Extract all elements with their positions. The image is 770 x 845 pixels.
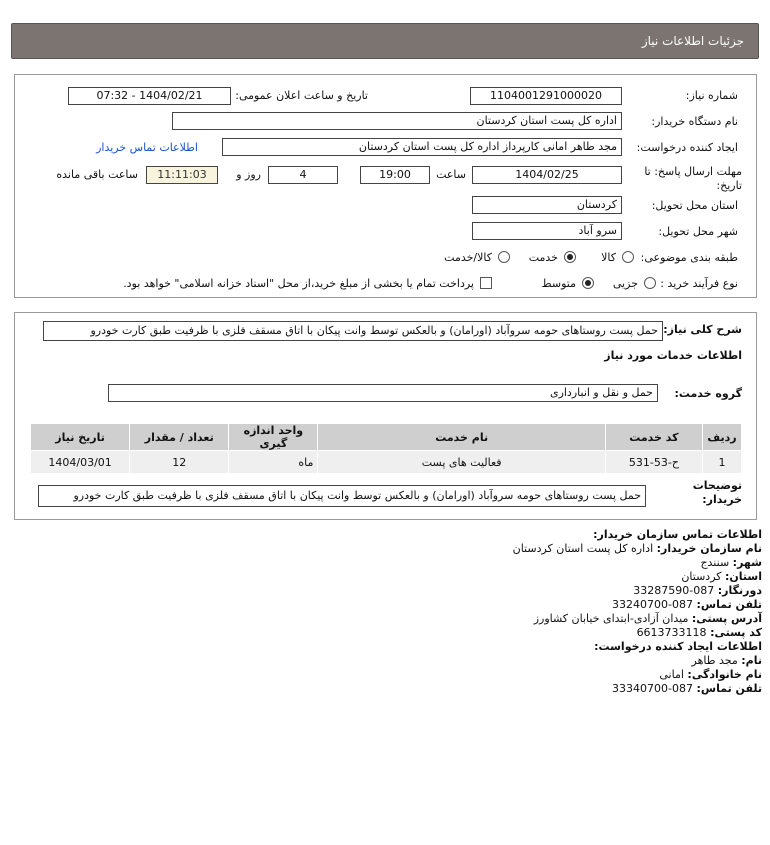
col-qty: تعداد / مقدار — [130, 424, 229, 451]
city-field: سرو آباد — [472, 222, 622, 240]
services-table — [30, 423, 742, 474]
buyer-contact-link[interactable]: اطلاعات تماس خریدار — [96, 141, 198, 154]
creator-name: نام: مجد طاهر — [691, 654, 762, 667]
col-date: تاریخ نیاز — [31, 424, 130, 451]
services-title: اطلاعات خدمات مورد نیاز — [604, 349, 742, 362]
need-info-panel — [14, 74, 757, 298]
buyer-notes-field: حمل پست روستاهای حومه سروآباد (اورامان) و بالعکس توسط وانت پیکان با اتاق مسقف فلزی با ظرفیت طبق کارت خودرو — [38, 485, 646, 507]
page-header — [11, 23, 759, 59]
province-label: استان محل تحویل: — [651, 199, 738, 212]
creator-family: نام خانوادگی: امانی — [659, 668, 762, 681]
cell-row: 1 — [702, 451, 741, 474]
deadline-label: مهلت ارسال پاسخ: تا تاریخ: — [644, 165, 742, 192]
col-code: کد خدمت — [605, 424, 702, 451]
cell-unit: ماه — [229, 451, 318, 474]
days-label: روز و — [236, 168, 261, 181]
time-label: ساعت — [436, 168, 466, 181]
category-radio-goods[interactable] — [622, 251, 634, 263]
col-unit: واحد اندازه گیری — [229, 424, 318, 451]
category-label: طبقه بندی موضوعی: — [640, 251, 738, 264]
city-label: شهر محل تحویل: — [658, 225, 738, 238]
creator-phone: تلفن تماس: 087-33340700 — [612, 682, 762, 695]
buyer-org-label: نام دستگاه خریدار: — [651, 115, 738, 128]
contact-province: استان: کردستان — [681, 570, 762, 583]
cell-name: فعالیت های پست — [318, 451, 605, 474]
need-desc-field: حمل پست روستاهای حومه سروآباد (اورامان) و بالعکس توسط وانت پیکان با اتاق مسقف فلزی با ظرفیت طبق کارت خودرو — [43, 321, 663, 341]
service-group-field: حمل و نقل و انبارداری — [108, 384, 658, 402]
remaining-time-field: 11:11:03 — [146, 166, 218, 184]
payment-note: پرداخت تمام یا بخشی از مبلغ خرید،از محل "اسناد خزانه اسلامی" خواهد بود. — [123, 277, 474, 290]
deadline-time-field: 19:00 — [360, 166, 430, 184]
cell-date: 1404/03/01 — [31, 451, 130, 474]
buyer-org-field: اداره کل پست استان کردستان — [172, 112, 622, 130]
category-option-goods: کالا — [601, 251, 616, 264]
table-row — [31, 451, 742, 474]
payment-checkbox[interactable] — [480, 277, 492, 289]
contact-phone: تلفن تماس: 087-33240700 — [612, 598, 762, 611]
need-number-label: شماره نیاز: — [685, 89, 738, 102]
service-group-label: گروه خدمت: — [674, 387, 742, 400]
col-row: ردیف — [702, 424, 741, 451]
creator-label: ایجاد کننده درخواست: — [636, 141, 738, 154]
days-field: 4 — [268, 166, 338, 184]
province-field: کردستان — [472, 196, 622, 214]
contact-postal: کد پستی: 6613733118 — [636, 626, 762, 639]
process-radio-minor[interactable] — [644, 277, 656, 289]
need-number-field: 1104001291000020 — [470, 87, 622, 105]
need-description-panel — [14, 312, 757, 520]
announce-field: 1404/02/21 - 07:32 — [68, 87, 231, 105]
need-desc-label: شرح کلی نیاز: — [663, 323, 742, 336]
contact-fax: دورنگار: 087-33287590 — [633, 584, 762, 597]
process-option-medium: متوسط — [541, 277, 576, 290]
buyer-notes-label: توضیحات خریدار: — [692, 479, 742, 506]
category-radio-goods-service[interactable] — [498, 251, 510, 263]
category-radio-service[interactable] — [564, 251, 576, 263]
contact-org: نام سازمان خریدار: اداره کل پست استان کردستان — [512, 542, 762, 555]
deadline-date-field: 1404/02/25 — [472, 166, 622, 184]
contact-title: اطلاعات تماس سازمان خریدار: — [593, 528, 762, 541]
creator-field: مجد طاهر امانی کارپرداز اداره کل پست استان کردستان — [222, 138, 622, 156]
category-option-service: خدمت — [528, 251, 558, 264]
announce-label: تاریخ و ساعت اعلان عمومی: — [235, 89, 368, 102]
process-radio-medium[interactable] — [582, 277, 594, 289]
contact-city: شهر: سنندج — [700, 556, 762, 569]
category-option-goods-service: کالا/خدمت — [444, 251, 492, 264]
remaining-label: ساعت باقی مانده — [56, 168, 138, 181]
cell-qty: 12 — [130, 451, 229, 474]
col-name: نام خدمت — [318, 424, 605, 451]
contact-address: آدرس پستی: میدان آزادی-ابتدای خیابان کشاورز — [533, 612, 762, 625]
process-option-minor: جزیی — [612, 277, 638, 290]
process-label: نوع فرآیند خرید : — [660, 277, 738, 290]
creator-title: اطلاعات ایجاد کننده درخواست: — [594, 640, 762, 653]
cell-code: ح-53-531 — [605, 451, 702, 474]
page-title: جزئیات اطلاعات نیاز — [641, 34, 744, 48]
services-table-header — [31, 424, 742, 451]
